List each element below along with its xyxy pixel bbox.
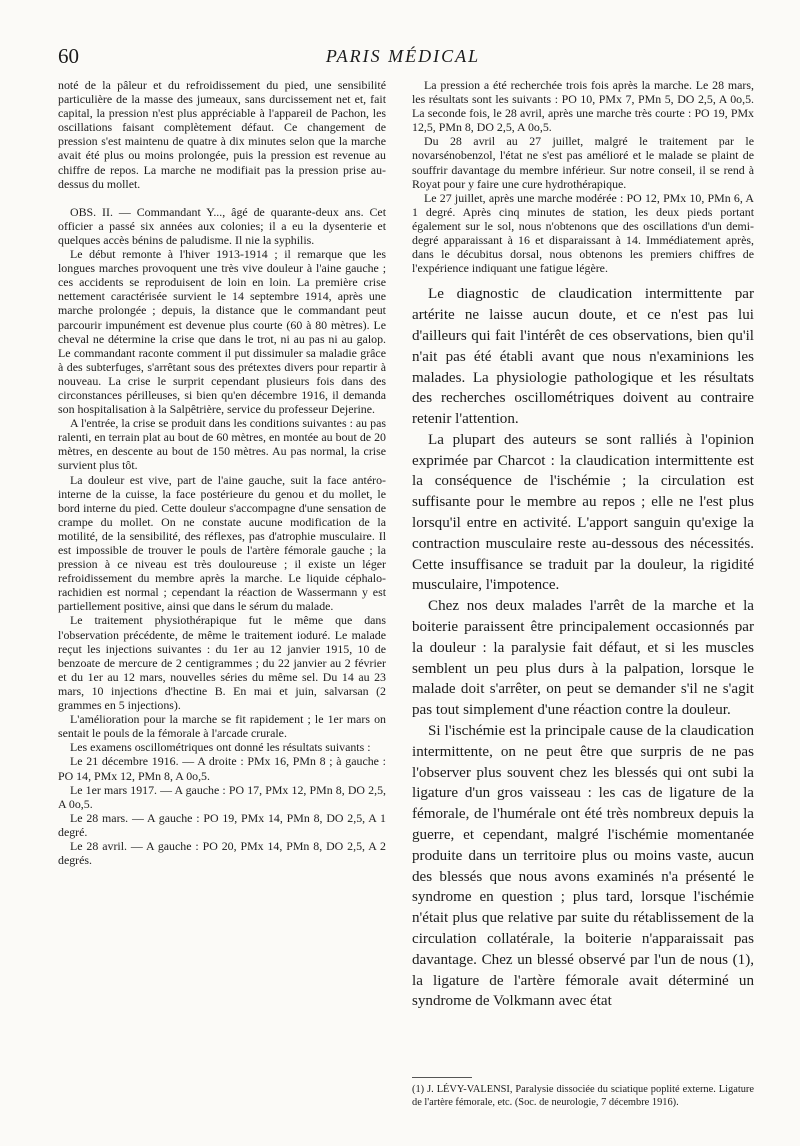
paragraph: Le traitement physiothérapique fut le même que dans l'observation précédente, de même le traitement ioduré. Le malade reçut les injections suivantes : du 1er au 12 janvier 1915, 10 de benzoate de mercure de 2 centigrammes ; du 22 janvier au 2 février et du 1er au 12 mars, nouvelles séries du même sel. Du 14 au 23 mars, 10 injections d'hectine B. En mai et juin, salvarsan (2 grammes en 5 injections). — [58, 613, 386, 713]
paragraph: Le 28 avril. — A gauche : PO 20, PMx 14, PMn 8, DO 2,5, A 2 degrés. — [58, 838, 386, 868]
paragraph: A l'entrée, la crise se produit dans les conditions suivantes : au pas ralenti, en terrain plat au bout de 60 mètres, en montée au bout de 20 mètres, en descente au bout de 150 mètres. Au pas normal, la crise survient plus tôt. — [58, 416, 386, 473]
paragraph: Le 28 mars. — A gauche : PO 19, PMx 14, PMn 8, DO 2,5, A 1 degré. — [58, 810, 386, 839]
paragraph: Le diagnostic de claudication intermittente par artérite ne laisse aucun doute, et ce n'est pas lui d'ailleurs qui fait l'intérêt de ces observations, bien qu'il n'ait pas été établi avant que nous n'examinions les malades. La physiologie pathologique et les résultats des recherches oscillométriques doivent au contraire retenir l'attention. — [412, 286, 754, 428]
observation-notes — [412, 78, 754, 275]
paragraph: OBS. II. — Commandant Y..., âgé de quarante-deux ans. Cet officier a passé six années aux colonies; il a eu la dysenterie et quelques accès bénins de paludisme. Il nie la syphilis. — [58, 204, 386, 247]
paragraph: La douleur est vive, part de l'aine gauche, suit la face antéro-interne de la cuisse, la face postérieure du genou et du mollet, le bord interne du pied. Cette douleur s'accompagne d'une sensation de crampe du mollet. On ne constate aucune modification de la motilité, de la sensibilité, des réflexes, pas d'atrophie musculaire. Il est impossible de trouver le pouls de l'artère fémorale gauche ; la pression à ce niveau est très douloureuse ; il existe un léger refroidissement du membre après la marche. Le liquide céphalo-rachidien est normal ; cependant la réaction de Wassermann y est partiellement positive, ainsi que dans le sérum du malade. — [58, 472, 386, 614]
paragraph: La plupart des auteurs se sont ralliés à l'opinion exprimée par Charcot : la claudication intermittente est la conséquence de l'ischémie ; la circulation est suffisante pour le membre au repos ; elle ne l'est plus lorsqu'il entre en activité. L'apport sanguin qu'exige la contraction musculaire reste au-dessous des nécessités. Cette insuffisance se traduit par la douleur, la rigidité musculaire, l'impotence. — [412, 431, 754, 594]
left-column — [58, 78, 386, 867]
section-gap — [58, 191, 386, 205]
paragraph: L'amélioration pour la marche se fit rapidement ; le 1er mars on sentait le pouls de la fémorale à l'arcade crurale. — [58, 712, 386, 741]
paragraph: Si l'ischémie est la principale cause de la claudication intermittente, on ne peut être que surpris de ne pas l'observer plus souvent chez les blessés qui ont subi la ligature d'un gros vaisseau : les cas de ligature de la fémorale, de l'humérale ont été très nombreux depuis la guerre, et cependant, malgré l'ischémie momentanée produite dans un territoire plus ou moins vaste, aucun des blessés que nous avons examinés n'a présenté le syndrome en question ; plus tard, lorsque l'ischémie n'était plus que relative par suite du rétablissement de la circulation collatérale, la boiterie n'apparaissait pas davantage. Chez un blessé observé par l'un de nous (1), la ligature de l'artère fémorale avait déterminé un syndrome de Volkmann avec état — [412, 723, 754, 1010]
page-number: 60 — [58, 44, 79, 68]
paragraph: Chez nos deux malades l'arrêt de la marche et la boiterie paraissent être principalement occasionnés par la douleur : la paralysie fait défaut, et si les muscles semblent un peu plus durs à la palpation, lorsque le malade doit s'arrêter, on peut se demander s'il ne s'agit pas tout simplement d'une réaction contre la douleur. — [412, 598, 754, 719]
paragraph: Le 27 juillet, après une marche modérée : PO 12, PMx 10, PMn 6, A 1 degré. Après cinq minutes de station, les deux pieds portant également sur le sol, nous n'obtenons que des oscillations d'un demi-degré apparaissant à 16 et disparaissant à 14. Immédiatement après, dans le décubitus dorsal, nous obtenons les premiers chiffres de l'expérience indiquant une fatigue légère. — [412, 190, 754, 276]
paragraph: La pression a été recherchée trois fois après la marche. Le 28 mars, les résultats sont les suivants : PO 10, PMx 7, PMn 5, DO 2,5, A 0o,5. La seconde fois, le 28 avril, après une marche très courte : PO 19, PMx 12,5, PMn 8, DO 2,5, A 0o,5. — [412, 78, 754, 135]
paragraph: Les examens oscillométriques ont donné les résultats suivants : — [70, 740, 371, 755]
discussion-text — [412, 284, 754, 1012]
page-header — [58, 44, 748, 74]
footnote-divider — [412, 1077, 472, 1078]
paragraph: noté de la pâleur et du refroidissement du pied, une sensibilité particulière de la masse des jumeaux, sans durcissement net et, fait capital, la pression n'est plus appréciable à l'appareil de Pachon, les oscillations faisant complètement défaut. Ce changement de pression s'est maintenu de quatre à dix minutes selon que la marche avait été plus ou moins prolongée, puis la pression est revenue au chiffre de repos. La marche ne modifiait pas la pression prise au-dessus du mollet. — [58, 78, 386, 191]
right-column — [412, 78, 754, 1012]
paragraph: Le 21 décembre 1916. — A droite : PMx 16, PMn 8 ; à gauche : PO 14, PMx 12, PMn 8, A 0o,5. — [58, 754, 386, 783]
paragraph: Du 28 avril au 27 juillet, malgré le traitement par le novarsénobenzol, l'état ne s'est pas amélioré et le malade se plaint de souffrir davantage du membre inférieur. Sur notre conseil, il se rend à Royat pour y faire une cure hydrothérapique. — [412, 134, 754, 191]
footnote: (1) J. LÉVY-VALENSI, Paralysie dissociée du sciatique poplité externe. Ligature de l'artère fémorale, etc. (Soc. de neurologie, 7 décembre 1916). — [412, 1084, 754, 1108]
running-title: PARIS MÉDICAL — [325, 46, 481, 66]
paragraph: Le 1er mars 1917. — A gauche : PO 17, PMx 12, PMn 8, DO 2,5, A 0o,5. — [58, 782, 386, 811]
paragraph: Le début remonte à l'hiver 1913-1914 ; il remarque que les longues marches provoquent une très vive douleur à l'aine gauche ; ces accidents se reproduisent de loin en loin. La première crise nettement caractérisée survient le 14 septembre 1914, après une marche prolongée ; depuis, la distance que le commandant peut parcourir impunément est devenue plus courte (60 à 80 mètres). Le cheval ne détermine la crise que dans le trot, ni au pas ni au galop. Le commandant raconte comment il put dissimuler sa maladie grâce à des subterfuges, s'arrêtant sous des prétextes divers pour repartir à nouveau. La crise le surprit cependant plusieurs fois dans des circonstances périlleuses, si bien qu'en décembre 1916, il demanda son hospitalisation à la Salpêtrière, service du professeur Dejerine. — [58, 247, 386, 417]
